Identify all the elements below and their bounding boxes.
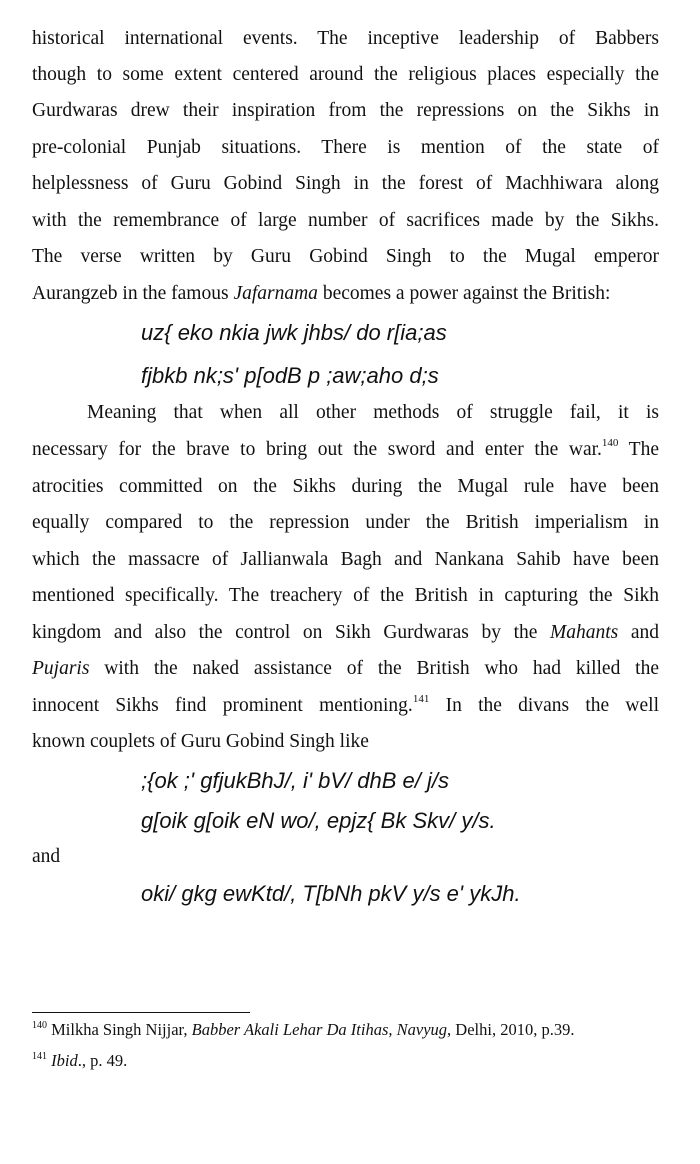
paragraph-2-line-8 [32, 658, 659, 680]
verse-3-line-1: oki/ gkg ewKtd/, T[bNh pkV y/s e' ykJh. [141, 881, 521, 906]
text-run: The [618, 439, 659, 460]
text-run: necessary for the brave to bring out the sword and enter the war. [32, 439, 602, 460]
italic-term-pujaris: Pujaris [32, 658, 90, 679]
paragraph-1-line-1: historical international events. The inceptive leadership of Babbers [32, 28, 659, 49]
footnote-rest: , Delhi, 2010, p.39. [447, 1020, 575, 1039]
text-run: kingdom and also the control on Sikh Gurdwaras by the [32, 622, 550, 643]
italic-title-jafarnama: Jafarnama [233, 283, 318, 304]
connector-word: and [32, 846, 61, 867]
paragraph-2-line-6: mentioned specifically. The treachery of the British in capturing the Sikh [32, 585, 659, 606]
paragraph-1-line-3: Gurdwaras drew their inspiration from the repressions on the Sikhs in [32, 100, 659, 121]
paragraph-2-line-10: known couplets of Guru Gobind Singh like [32, 731, 369, 752]
footnote-number: 141 [32, 1051, 47, 1062]
footnote-ref-140: 140 [601, 437, 619, 449]
footnote-ref-141: 141 [412, 693, 430, 705]
paragraph-1-line-6: with the remembrance of large number of sacrifices made by the Sikhs. [32, 210, 659, 231]
text-run: In the divans the well [429, 695, 659, 716]
paragraph-1-line-8 [32, 283, 659, 305]
footnote-title: Babber Akali Lehar Da Itihas, Navyug [191, 1020, 448, 1039]
paragraph-1-line-7: The verse written by Guru Gobind Singh to the Mugal emperor [32, 246, 659, 267]
footnote-number: 140 [32, 1020, 47, 1031]
text-run: Aurangzeb in the famous [32, 283, 234, 304]
footnote-140 [32, 1020, 574, 1040]
footnote-rest: ., p. 49. [77, 1051, 128, 1070]
verse-2-line-1: ;{ok ;' gfjukBhJ/, i' bV/ dhB e/ j/s [141, 768, 449, 793]
text-run: with the naked assistance of the British who had killed the [89, 658, 659, 679]
footnote-title: Ibid [51, 1051, 78, 1070]
paragraph-1-line-5: helplessness of Guru Gobind Singh in the forest of Machhiwara along [32, 173, 659, 194]
footnote-141 [32, 1051, 127, 1071]
verse-1-line-2: fjbkb nk;s' p[odB p ;aw;aho d;s [141, 363, 439, 388]
paragraph-2-line-7 [32, 622, 659, 644]
paragraph-2-line-3: atrocities committed on the Sikhs during the Mugal rule have been [32, 476, 659, 497]
text-run: becomes a power against the British: [317, 283, 611, 304]
text-run: innocent Sikhs find prominent mentioning. [32, 695, 413, 716]
paragraph-2-line-4: equally compared to the repression under the British imperialism in [32, 512, 659, 533]
paragraph-2-line-1: Meaning that when all other methods of struggle fail, it is [87, 402, 659, 423]
paragraph-2-line-9 [32, 695, 659, 717]
footnote-author: Milkha Singh Nijjar, [51, 1020, 192, 1039]
paragraph-2-line-5: which the massacre of Jallianwala Bagh and Nankana Sahib have been [32, 549, 659, 570]
verse-2-line-2: g[oik g[oik eN wo/, epjz{ Bk Skv/ y/s. [141, 808, 496, 833]
footnote-separator [32, 1012, 250, 1013]
text-run: and [618, 622, 659, 643]
verse-1-line-1: uz{ eko nkia jwk jhbs/ do r[ia;as [141, 320, 447, 345]
paragraph-2-line-2 [32, 439, 659, 461]
paragraph-1-line-4: pre-colonial Punjab situations. There is mention of the state of [32, 137, 659, 158]
paragraph-1-line-2: though to some extent centered around the religious places especially the [32, 64, 659, 85]
italic-term-mahants: Mahants [550, 622, 619, 643]
